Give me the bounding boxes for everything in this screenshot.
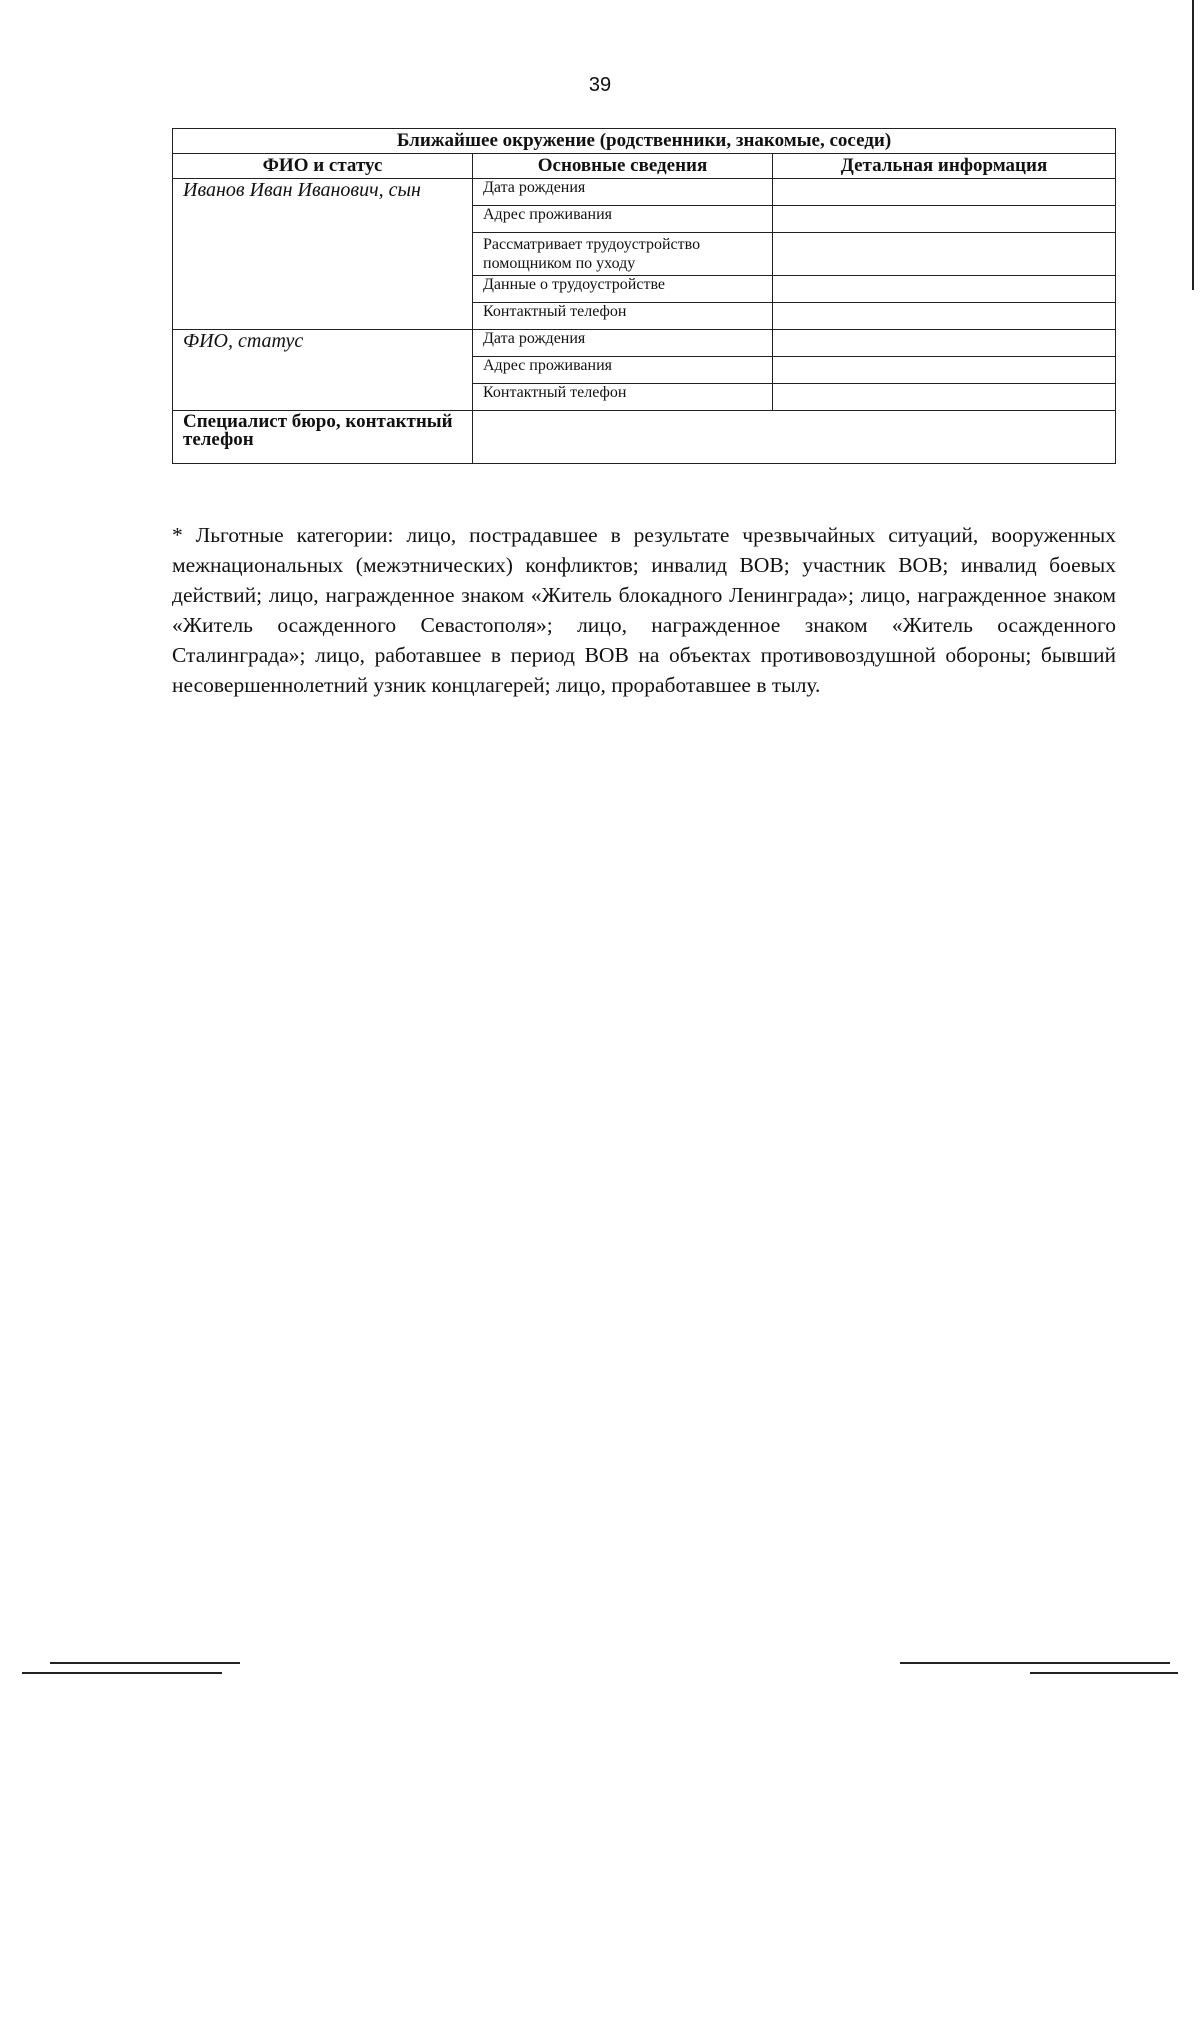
header-name-status: ФИО и статус [173,154,473,179]
specialist-value[interactable] [473,411,1116,464]
table-header-row [173,154,1116,179]
person-1-value-address[interactable] [773,206,1116,233]
table-row [173,411,1116,464]
person-1-value-phone[interactable] [773,303,1116,330]
table-title: Ближайшее окружение (родственники, знакомые, соседи) [173,129,1116,154]
bottom-right-line-lower [1030,1672,1178,1674]
close-environment-table [172,128,1116,464]
person-2-value-birthdate[interactable] [773,330,1116,357]
person-1-field-phone: Контактный телефон [473,303,773,330]
bottom-left-line-lower [22,1672,222,1674]
table-row [173,179,1116,206]
person-2-field-phone: Контактный телефон [473,384,773,411]
person-2-field-address: Адрес проживания [473,357,773,384]
header-basic-info: Основные сведения [473,154,773,179]
person-1-name: Иванов Иван Иванович, сын [173,179,473,330]
person-1-field-address: Адрес проживания [473,206,773,233]
table-row [173,330,1116,357]
person-1-value-birthdate[interactable] [773,179,1116,206]
person-2-value-address[interactable] [773,357,1116,384]
person-1-field-employment-consideration: Рассматривает трудоустройство помощником по уходу [473,233,773,276]
person-2-name: ФИО, статус [173,330,473,411]
bottom-right-line-upper [900,1662,1170,1664]
person-1-field-birthdate: Дата рождения [473,179,773,206]
table-title-row [173,129,1116,154]
footnote-benefit-categories: * Льготные категории: лицо, пострадавшее в результате чрезвычайных ситуаций, вооруженных межнациональных (межэтнических) конфликтов; инвалид ВОВ; участник ВОВ; инвалид боевых действий; лицо, награжденное знаком «Житель блокадного Ленинграда»; лицо, награжденное знаком «Житель осажденного Севастополя»; лицо, награжденное знаком «Житель осажденного Сталинграда»; лицо, работавшее в период ВОВ на объектах противовоздушной обороны; бывший несовершеннолетний узник концлагерей; лицо, проработавшее в тылу. [172,523,1116,697]
person-2-field-birthdate: Дата рождения [473,330,773,357]
bottom-left-line-upper [50,1662,240,1664]
specialist-label: Специалист бюро, контактный телефон [173,411,473,464]
person-1-value-employment-consideration[interactable] [773,233,1116,276]
scan-edge-mark [1192,0,1194,290]
person-1-field-employment-data: Данные о трудоустройстве [473,276,773,303]
person-2-value-phone[interactable] [773,384,1116,411]
page-number: 39 [588,74,612,96]
person-1-value-employment-data[interactable] [773,276,1116,303]
header-detailed-info: Детальная информация [773,154,1116,179]
